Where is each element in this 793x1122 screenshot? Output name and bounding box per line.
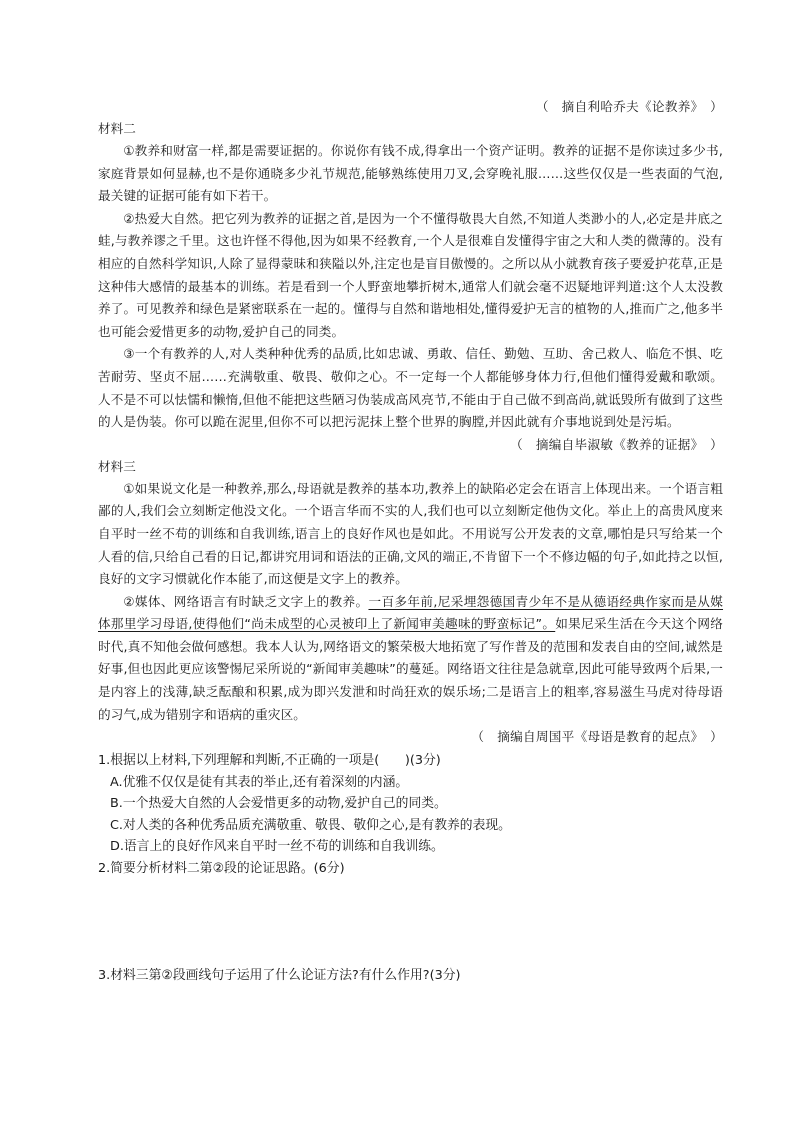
material-2-paragraph-1: ①教养和财富一样,都是需要证据的。你说你有钱不成,得拿出一个资产证明。教养的证据不是你读过多少书,家庭背景如何显赫,也不是你通晓多少礼节规范,能够熟练使用刀叉,会穿晚礼服……这些仅仅是一些表面的气泡,最关键的证据可能有如下若干。 [98, 143, 723, 204]
source-citation-3: （ 摘编自周国平《母语是教育的起点》 ） [471, 729, 723, 745]
question-1-option-a: A.优雅不仅仅是徒有其表的举止,还有着深刻的内涵。 [110, 774, 409, 790]
source-citation-2: （ 摘编自毕淑敏《教养的证据》 ） [510, 436, 723, 452]
paragraph-2-rest: 如果尼采生活在今天这个网络时代,真不知他会做何感想。我本人认为,网络语文的繁荣极大地拓宽了写作普及的范围和发表自由的空间,诚然是好事,但也因此更应该警惕尼采所说的“新闻审美趣味”的蔓延。网络语文往往是急就章,因此可能导致两个后果,一是内容上的浅薄,缺乏酝酿和积累,成为即兴发泄和时尚狂欢的娱乐场;二是语言上的粗率,容易滋生马虎对待母语的习气,成为错别字和语病的重灾区。 [98, 616, 723, 722]
paragraph-2-intro: ②媒体、网络语言有时缺乏文字上的教养。 [123, 593, 369, 609]
source-citation-1: （ 摘自利哈乔夫《论教养》 ） [535, 99, 723, 114]
questions-section [98, 750, 723, 987]
material-3-paragraph-2 [98, 591, 723, 727]
material-2-title: 材料二 [98, 121, 136, 136]
material-3-title: 材料三 [98, 458, 136, 474]
question-1-stem: 1.根据以上材料,下列理解和判断,不正确的一项是( )(3分) [98, 753, 441, 769]
question-1-option-c: C.对人类的各种优秀品质充满敬重、敬畏、敬仰之心,是有教养的表现。 [110, 817, 511, 833]
material-2-paragraph-3: ③一个有教养的人,对人类种种优秀的品质,比如忠诚、勇敢、信任、勤勉、互助、舍己救人、临危不惧、吃苦耐劳、坚贞不屈……充满敬重、敬畏、敬仰之心。不一定每一个人都能够身体力行,但他们懂得爱戴和歌颂。人不是不可以怯懦和懒惰,但他不能把这些陋习伪装成高风亮节,不能由于自己做不到高尚,就诋毁所有做到了这些的人是伪装。你可以跪在泥里,但你不可以把污泥抹上整个世界的胸膛,并因此就有介事地说到处是污垢。 [98, 346, 723, 430]
underlined-sentence: 一百多年前,尼采埋怨德国青少年不是从德语经典作家而是从媒体那里学习母语,使得他们“尚未成型的心灵被印上了新闻审美趣味的野蛮标记”。 [98, 593, 724, 632]
material-3-paragraph-1: ①如果说文化是一种教养,那么,母语就是教养的基本功,教养上的缺陷必定会在语言上体现出来。一个语言粗鄙的人,我们会立刻断定他没文化。一个语言华而不实的人,我们也可以立刻断定他伪文化。举止上的高贵风度来自平时一丝不苟的训练和自我训练,语言上的良好作风也是如此。不用说写公开发表的文章,哪怕是只写给某一个人看的信,只给自己看的日记,都讲究用词和语法的正确,文风的端正,不肯留下一个不修边幅的句子,如此持之以恒,良好的文字习惯就化作本能了,而这便是文字上的教养。 [98, 480, 723, 587]
question-3: 3.材料三第②段画线句子运用了什么论证方法?有什么作用?(3分) [98, 968, 461, 984]
question-2: 2.简要分析材料二第②段的论证思路。(6分) [98, 860, 345, 876]
answer-space [98, 879, 723, 965]
question-1-option-b: B.一个热爱大自然的人会爱惜更多的动物,爱护自己的同类。 [110, 796, 447, 812]
material-2-paragraph-2: ②热爱大自然。把它列为教养的证据之首,是因为一个不懂得敬畏大自然,不知道人类渺小的人,必定是井底之蛙,与教养谬之千里。这也许怪不得他,因为如果不经教育,一个人是很难自发懂得宇宙之大和人类的微薄的。没有相应的自然科学知识,人除了显得蒙昧和狭隘以外,注定也是盲目傲慢的。之所以从小就教育孩子要爱护花草,正是这种伟大感情的最基本的训练。若是看到一个人野蛮地攀折树木,通常人们就会毫不迟疑地评判道:这个人太没教养了。可见教养和绿色是紧密联系在一起的。懂得与自然和谐地相处,懂得爱护无言的植物的人,推而广之,他多半也可能会爱惜更多的动物,爱护自己的同类。 [98, 210, 723, 339]
question-1-option-d: D.语言上的良好作风来自平时一丝不苟的训练和自我训练。 [110, 839, 444, 855]
